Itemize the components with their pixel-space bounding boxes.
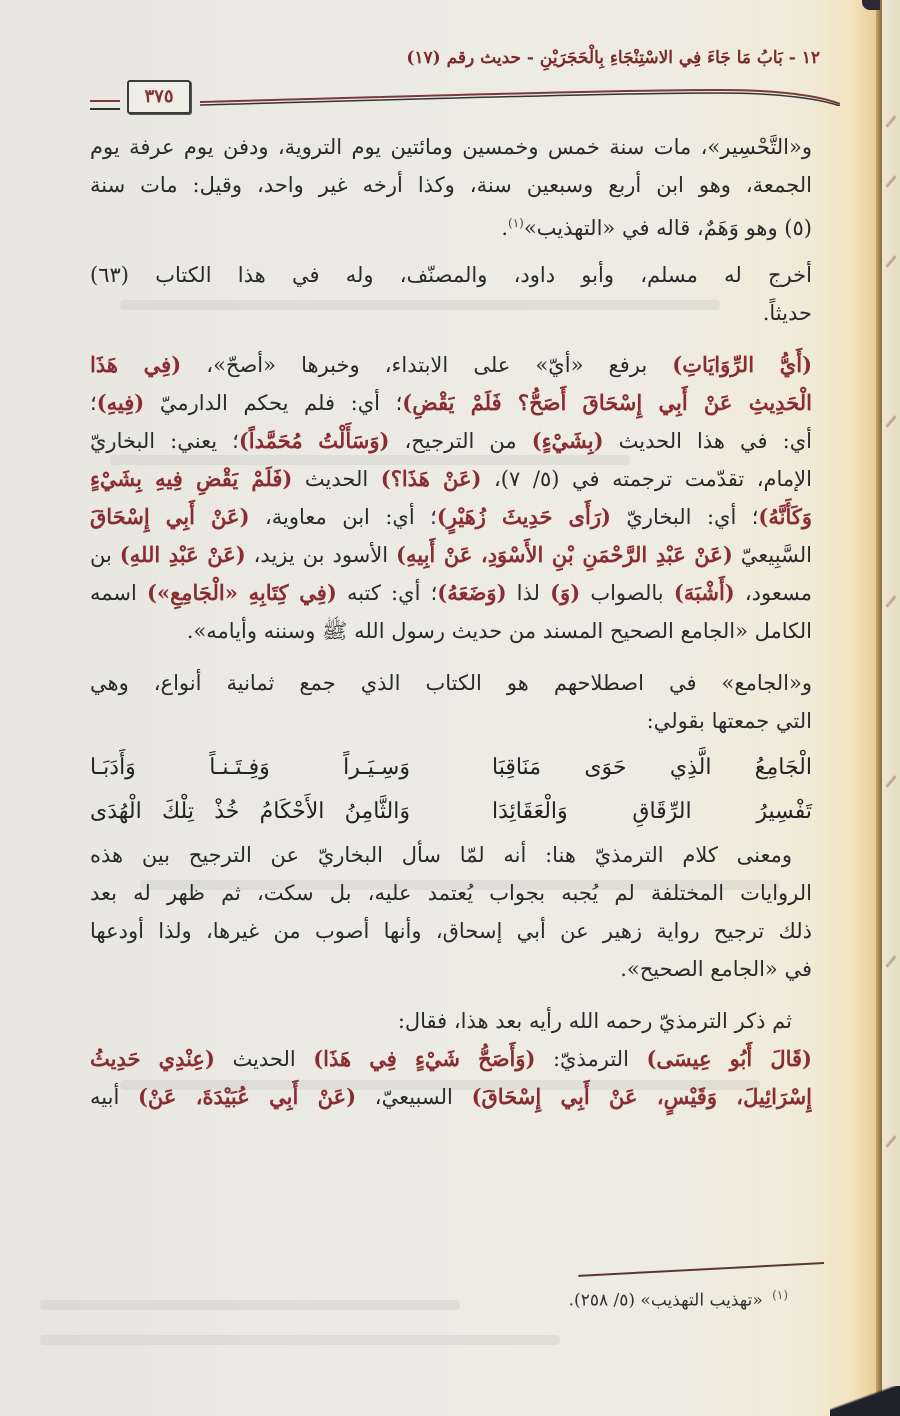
adjacent-page-edge: [882, 0, 900, 1416]
matn-quote: (فِي هَذَا: [90, 352, 182, 377]
running-head: ١٢ - بَابُ مَا جَاءَ فِي الاسْتِنْجَاءِ بِالْحَجَرَيْنِ - حديث رقم (١٧): [406, 48, 820, 68]
matn-quote: (وَضَعَهُ): [437, 580, 507, 605]
text-line: [90, 460, 812, 498]
text: ؛ أي: فلم يحكم الدارميّ: [144, 391, 403, 415]
matn-quote: (عَنْ هَذَا؟): [380, 466, 482, 491]
text: مسعود،: [734, 581, 812, 605]
text-line: الروايات المختلفة لم يُجبه بجواب يُعتمد عليه، بل سكت، ثم ظهر له بعد: [90, 881, 812, 905]
text-line: ثم ذكر الترمذيّ رحمه الله رأيه بعد هذا، فقال:: [397, 1009, 792, 1033]
matn-quote: (وَأَصَحُّ شَيْءٍ فِي هَذَا): [313, 1046, 536, 1071]
footnote-rule: [578, 1262, 824, 1277]
matn-quote: (بِشَيْءٍ): [531, 428, 604, 453]
page-number: ٣٧٥: [127, 80, 191, 114]
text: من الترجيح،: [389, 429, 532, 453]
hemistich-second: وَسِـيَـراً وَفِـتَـنـاً وَأَدَبَـا: [90, 755, 410, 780]
matn-quote: (رَأَى حَدِيثَ زُهَيْرٍ): [436, 504, 611, 529]
matn-quote: (وَسَأَلْتُ مُحَمَّداً): [238, 428, 390, 453]
matn-quote: إِسْرَائِيلَ، وَقَيْسٍ، عَنْ أَبِي إِسْحَاقَ): [471, 1084, 812, 1109]
text-line: ذلك ترجيح رواية زهير عن أبي إسحاق، وأنها أصوب من غيرها، ولذا أودعها: [90, 919, 812, 943]
text: (٥) وهو وَهَمٌ، قاله في «التهذيب»: [523, 216, 812, 240]
footnote-text: «تهذيب التهذيب» (٥/ ٢٥٨).: [568, 1290, 763, 1311]
text-line: ومعنى كلام الترمذيّ هنا: أنه لمّا سأل البخاريّ عن الترجيح بين هذه: [90, 843, 792, 867]
text: برفع «أيّ» على الابتداء، وخبرها «أصحّ»،: [181, 353, 673, 377]
matn-quote: الْحَدِيثِ عَنْ أَبِي إِسْحَاقَ أَصَحُّ؟ فَلَمْ يَقْضِ): [402, 390, 812, 415]
hemistich-first: تَفْسِيرُ الرِّقَاقِ وَالْعَقَائِدَا: [492, 799, 812, 824]
text-line: حديثاً.: [762, 301, 812, 325]
text: .: [501, 216, 508, 240]
text-line: [90, 498, 812, 536]
text: الإمام، تقدّمت ترجمته في (٥/ ٧)،: [481, 467, 812, 491]
text: بن: [90, 543, 120, 567]
matn-quote: (فِي كِتَابِهِ «الْجَامِعِ»): [147, 580, 337, 605]
text: السبيعيّ،: [356, 1085, 472, 1109]
text: السَّبِيعيّ: [732, 543, 812, 567]
footnote-number: (١): [772, 1288, 788, 1302]
text: ؛ يعني: البخاريّ: [90, 429, 239, 453]
text-line: [90, 384, 812, 422]
folio-rule: [90, 100, 120, 110]
text: ؛ أي: كتبه: [336, 581, 438, 605]
text-line: في «الجامع الصحيح».: [620, 957, 812, 981]
text-line: [90, 1078, 812, 1116]
text-line: و«التَّحْسِير»، مات سنة خمس وخمسين ومائتين يوم التروية، ودفن يوم عرفة يوم: [90, 135, 812, 159]
text: بالصواب: [580, 581, 674, 605]
poem-verse: [90, 746, 812, 790]
matn-quote: (عَنْ أَبِي عُبَيْدَةَ، عَنْ): [137, 1084, 357, 1109]
background-corner: [830, 1386, 900, 1416]
poem-verse: [90, 790, 812, 834]
hemistich-first: الْجَامِعُ الَّذِي حَوَى مَنَاقِبَا: [492, 755, 812, 780]
text-line: [90, 536, 812, 574]
text: الحديث: [214, 1047, 314, 1071]
text: الأسود بن يزيد،: [245, 543, 397, 567]
text: ؛: [90, 391, 97, 415]
header-rule: [200, 80, 840, 106]
matn-quote: (عَنْ عَبْدِ الرَّحْمَنِ بْنِ الأَسْوَدِ، عَنْ أَبِيهِ): [396, 542, 733, 567]
text: اسمه: [90, 581, 148, 605]
background-corner: [862, 0, 880, 10]
footnote: [569, 1288, 788, 1311]
text: لذا: [506, 581, 551, 605]
matn-quote: (فِيهِ): [96, 390, 145, 415]
bleed-through-line: [40, 1300, 460, 1310]
matn-quote: (أَيُّ الرِّوَايَاتِ): [672, 352, 812, 377]
text-line: [90, 1040, 812, 1078]
matn-quote: (عَنْ عَبْدِ اللهِ): [119, 542, 246, 567]
body-text: [90, 128, 812, 1116]
poem: [90, 746, 812, 836]
text-line: [90, 422, 812, 460]
text: الترمذيّ:: [535, 1047, 647, 1071]
text: ؛ أي: ابن معاوية،: [249, 505, 437, 529]
text: ؛ أي: البخاريّ: [610, 505, 759, 529]
matn-quote: (عَنْ أَبِي إِسْحَاقَ: [90, 504, 250, 529]
text-line: الجمعة، وهو ابن أربع وسبعين سنة، وكذا أرخه غير واحد، وقيل: مات سنة: [90, 173, 812, 197]
text: أبيه: [90, 1085, 138, 1109]
text-line: التي جمعتها بقولي:: [646, 709, 812, 733]
hemistich-second: وَالثَّامِنُ الأَحْكَامُ خُذْ تِلْكَ الْهُدَى: [90, 799, 410, 824]
text-line: الكامل «الجامع الصحيح المسند من حديث رسول الله ﷺ وسننه وأيامه».: [186, 619, 812, 643]
footnote-marker: (١): [508, 216, 524, 230]
text-line: [90, 574, 812, 612]
text: أي: في هذا الحديث: [603, 429, 812, 453]
text-line: أخرج له مسلم، وأبو داود، والمصنّف، وله في هذا الكتاب (٦٣): [90, 263, 812, 287]
matn-quote: وَكَأَنَّهُ): [758, 504, 812, 529]
bleed-through-line: [40, 1335, 560, 1345]
matn-quote: (قَالَ أَبُو عِيسَى): [646, 1046, 812, 1071]
matn-quote: (عِنْدِي حَدِيثُ: [90, 1046, 215, 1071]
matn-quote: (فَلَمْ يَقْضِ فِيهِ بِشَيْءٍ: [90, 466, 293, 491]
text-line: [90, 204, 812, 242]
text-line: و«الجامع» في اصطلاحهم هو الكتاب الذي جمع ثمانية أنواع، وهي: [90, 671, 812, 695]
matn-quote: (أَشْبَهَ): [673, 580, 735, 605]
text-line: [90, 346, 812, 384]
matn-quote: (وَ): [550, 580, 581, 605]
text: الحديث: [292, 467, 381, 491]
